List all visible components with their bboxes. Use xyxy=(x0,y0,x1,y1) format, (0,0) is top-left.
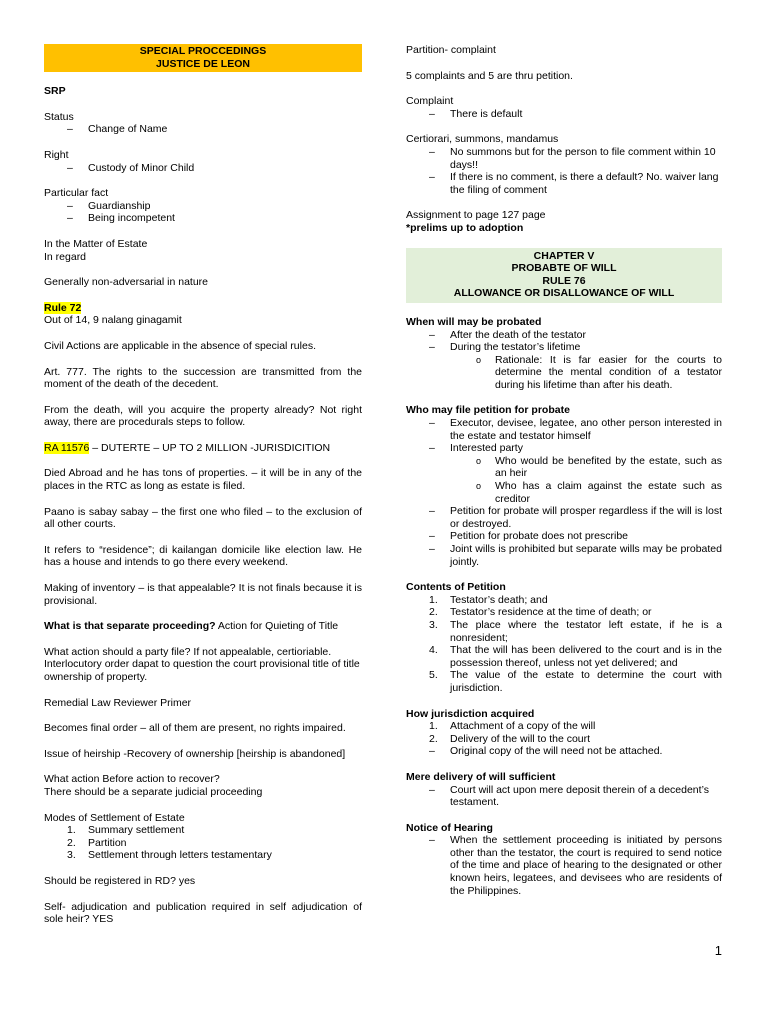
who-item: – Joint wills is prohibited but separate wills may be probated jointly. xyxy=(406,543,722,568)
who-item: – Petition for probate does not prescribe xyxy=(406,530,722,543)
chapter-line: PROBABTE OF WILL xyxy=(511,262,617,275)
paano-text: Paano is sabay sabay – the first one who filed – to the exclusion of all other courts. xyxy=(44,505,362,531)
how-item: 1. Attachment of a copy of the will xyxy=(429,720,596,733)
particular-label: Particular fact xyxy=(44,187,109,200)
who-sub-item: o Who would be benefited by the estate, such as an heir xyxy=(406,455,722,480)
complaint-label: Complaint xyxy=(406,95,454,108)
who-item: – Interested party xyxy=(406,442,722,455)
ra-rest: – DUTERTE – UP TO 2 MILLION -JURISDICITION xyxy=(89,441,331,454)
cert-item: – If there is no comment, is there a default? No. waiver lang the filing of comment xyxy=(406,171,722,196)
what-action-text: What action should a party file? If not appealable, certioriable. Interlocutory order dapat to question the court provisional title of title ownership of property. xyxy=(44,645,360,683)
status-item: – Change of Name xyxy=(44,123,362,136)
ra-line xyxy=(44,442,362,455)
contents-item: 3. The place where the testator left estate, if he is a nonresident; xyxy=(429,618,722,644)
remedial-text: Remedial Law Reviewer Primer xyxy=(44,696,192,709)
chapter-line: CHAPTER V xyxy=(533,249,595,262)
chapter-line: RULE 76 xyxy=(542,274,586,287)
in-matter-text: In the Matter of Estate xyxy=(44,237,148,250)
srp-heading: SRP xyxy=(44,85,66,98)
modes-item: 1. Summary settlement xyxy=(67,824,185,837)
certiorari-label: Certiorari, summons, mandamus xyxy=(406,133,559,146)
who-sub-item: o Who has a claim against the estate such as creditor xyxy=(406,480,722,505)
registered-text: Should be registered in RD? yes xyxy=(44,874,196,887)
who-item: – Petition for probate will prosper regardless if the will is lost or destroyed. xyxy=(406,505,722,530)
prelims-text: *prelims up to adoption xyxy=(406,221,524,234)
civil-actions-text: Civil Actions are applicable in the absence of special rules. xyxy=(44,339,316,352)
in-regard-text: In regard xyxy=(44,250,87,263)
when-item: – During the testator’s lifetime xyxy=(406,341,722,354)
five-complaints-text: 5 complaints and 5 are thru petition. xyxy=(406,69,573,82)
how-item: 2. Delivery of the will to the court xyxy=(429,732,591,745)
particular-item: – Being incompetent xyxy=(44,212,362,225)
professor-name: JUSTICE DE LEON xyxy=(156,57,250,70)
heirship-text: Issue of heirship -Recovery of ownership [heirship is abandoned] xyxy=(44,747,346,760)
left-column xyxy=(44,44,362,926)
chapter-heading-box xyxy=(406,248,722,303)
contents-item: 1. Testator’s death; and xyxy=(429,593,548,606)
becomes-final-text: Becomes final order – all of them are present, no rights impaired. xyxy=(44,722,346,735)
inventory-text: Making of inventory – is that appealable? It is not finals because it is provisional. xyxy=(44,582,362,607)
out-of-text: Out of 14, 9 nalang ginagamit xyxy=(44,314,182,327)
who-item: – Executor, devisee, legatee, ano other person interested in the estate and testator himself xyxy=(406,417,722,442)
right-item: – Custody of Minor Child xyxy=(44,162,362,175)
separate-question: What is that separate proceeding? xyxy=(44,620,216,633)
from-death-text: From the death, will you acquire the property already? Not right away, there are procedurals steps to follow. xyxy=(44,403,362,429)
died-abroad-text: Died Abroad and he has tons of properties. – it will be in any of the places in the RTC as long as estate is filed. xyxy=(44,467,362,493)
modes-item: 2. Partition xyxy=(67,836,127,849)
rule72-label: Rule 72 xyxy=(44,301,82,314)
course-title-box xyxy=(44,44,362,72)
course-title: SPECIAL PROCCEDINGS xyxy=(139,45,267,57)
status-label: Status xyxy=(44,110,74,123)
right-label: Right xyxy=(44,148,69,161)
modes-label: Modes of Settlement of Estate xyxy=(44,811,185,824)
modes-item: 3. Settlement through letters testamentary xyxy=(67,849,272,862)
ra-number: RA 11576 xyxy=(44,441,90,454)
mere-heading: Mere delivery of will sufficient xyxy=(406,770,556,783)
complaint-item: – There is default xyxy=(406,108,722,121)
when-item: – After the death of the testator xyxy=(406,329,722,342)
before-action-text: There should be a separate judicial proceeding xyxy=(44,785,263,798)
chapter-line: ALLOWANCE OR DISALLOWANCE OF WILL xyxy=(453,287,675,300)
particular-item: – Guardianship xyxy=(44,200,362,213)
contents-item: 2. Testator’s residence at the time of death; or xyxy=(429,606,652,619)
notice-item: – When the settlement proceeding is initiated by persons other than the testator, the court is required to send notice of the time and place of hearing to the designated or other known heirs, legatees, and devisees who are residents of the Philippines. xyxy=(406,834,722,897)
page-number: 1 xyxy=(714,943,722,958)
non-adversarial-text: Generally non-adversarial in nature xyxy=(44,276,209,289)
when-heading: When will may be probated xyxy=(406,315,542,328)
contents-item: 4. That the will has been delivered to the court and is in the possession thereof, unless not yet delivered; and xyxy=(429,644,722,669)
who-heading: Who may file petition for probate xyxy=(406,404,570,417)
before-action-text: What action Before action to recover? xyxy=(44,773,220,786)
right-column xyxy=(406,44,722,897)
residence-text: It refers to “residence”; di kailangan domicile like election law. He has a house and intends to go there every weekend. xyxy=(44,543,362,569)
assignment-text: Assignment to page 127 page xyxy=(406,209,546,222)
how-heading: How jurisdiction acquired xyxy=(406,707,535,720)
separate-line xyxy=(44,620,362,633)
separate-answer: Action for Quieting of Title xyxy=(215,620,339,633)
mere-item: – Court will act upon mere deposit therein of a decedent’s testament. xyxy=(406,784,722,809)
art777-text: Art. 777. The rights to the succession are transmitted from the moment of the death of the decedent. xyxy=(44,365,362,391)
contents-item: 5. The value of the estate to determine the court with jurisdiction. xyxy=(429,669,722,694)
cert-item: – No summons but for the person to file comment within 10 days!! xyxy=(406,146,722,171)
contents-heading: Contents of Petition xyxy=(406,581,506,594)
how-dash-item: – Original copy of the will need not be attached. xyxy=(406,745,722,758)
when-sub-item: o Rationale: It is far easier for the courts to determine the mental condition of a testator during his lifetime than after his death. xyxy=(406,354,722,392)
notice-heading: Notice of Hearing xyxy=(406,821,493,834)
partition-text: Partition- complaint xyxy=(406,44,496,56)
self-adj-text: Self- adjudication and publication required in self adjudication of sole heir? YES xyxy=(44,900,362,926)
